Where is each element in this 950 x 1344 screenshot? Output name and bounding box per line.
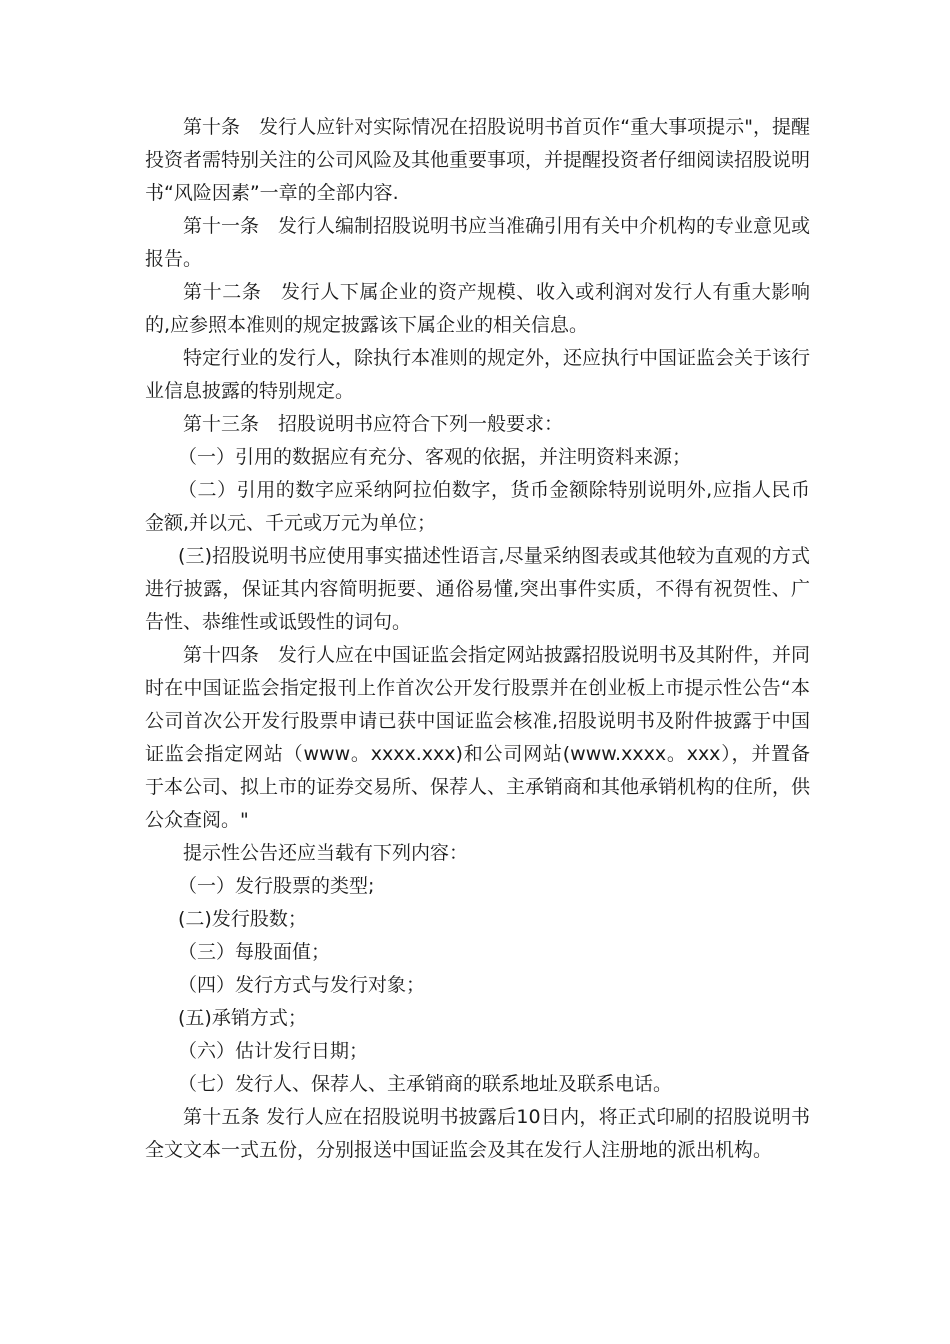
article-12-paragraph: 第十二条 发行人下属企业的资产规模、收入或利润对发行人有重大影响的,应参照本准则的规定披露该下属企业的相关信息。 (145, 281, 810, 336)
article-14-paragraph: 第十四条 发行人应在中国证监会指定网站披露招股说明书及其附件，并同时在中国证监会指定报刊上作首次公开发行股票并在创业板上市提示性公告“本公司首次公开发行股票申请已获中国证监会核准,招股说明书及附件披露于中国证监会指定网站（www。xxxx.xxx)和公司网站(www.xxxx。xxx），并置备于本公司、拟上市的证券交易所、保荐人、主承销商和其他承销机构的住所，供公众查阅。" (145, 644, 811, 831)
announcement-item-7: （七）发行人、保荐人、主承销商的联系地址及联系电话。 (178, 1073, 673, 1095)
announcement-contents-intro: 提示性公告还应当载有下列内容： (183, 842, 469, 864)
article-15-paragraph: 第十五条 发行人应在招股说明书披露后10日内，将正式印刷的招股说明书全文文本一式五份，分别报送中国证监会及其在发行人注册地的派出机构。 (145, 1106, 810, 1161)
article-11-paragraph: 第十一条 发行人编制招股说明书应当准确引用有关中介机构的专业意见或报告。 (145, 215, 811, 270)
article-13-item-3: (三)招股说明书应使用事实描述性语言,尽量采纳图表或其他较为直观的方式进行披露，保证其内容简明扼要、通俗易懂,突出事件实质，不得有祝贺性、广告性、恭维性或诋毁性的词句。 (145, 545, 810, 633)
article-10-paragraph: 第十条 发行人应针对实际情况在招股说明书首页作“重大事项提示"，提醒投资者需特别关注的公司风险及其他重要事项，并提醒投资者仔细阅读招股说明书“风险因素”一章的全部内容. (145, 116, 811, 204)
document-body (145, 111, 810, 1167)
announcement-item-1: （一）发行股票的类型; (178, 875, 375, 897)
article-13-item-2: （二）引用的数字应采纳阿拉伯数字，货币金额除特别说明外,应指人民币金额,并以元、千元或万元为单位； (145, 479, 810, 534)
announcement-item-6: （六）估计发行日期； (178, 1040, 369, 1062)
announcement-item-4: （四）发行方式与发行对象； (178, 974, 426, 996)
article-13-item-1: （一）引用的数据应有充分、客观的依据，并注明资料来源； (178, 446, 692, 468)
announcement-item-5: (五)承销方式； (178, 1007, 307, 1029)
special-industry-paragraph: 特定行业的发行人，除执行本准则的规定外，还应执行中国证监会关于该行业信息披露的特别规定。 (145, 347, 811, 402)
announcement-item-2: (二)发行股数； (178, 908, 307, 930)
article-13-paragraph: 第十三条 招股说明书应符合下列一般要求： (183, 413, 564, 435)
announcement-item-3: （三）每股面值； (178, 941, 331, 963)
